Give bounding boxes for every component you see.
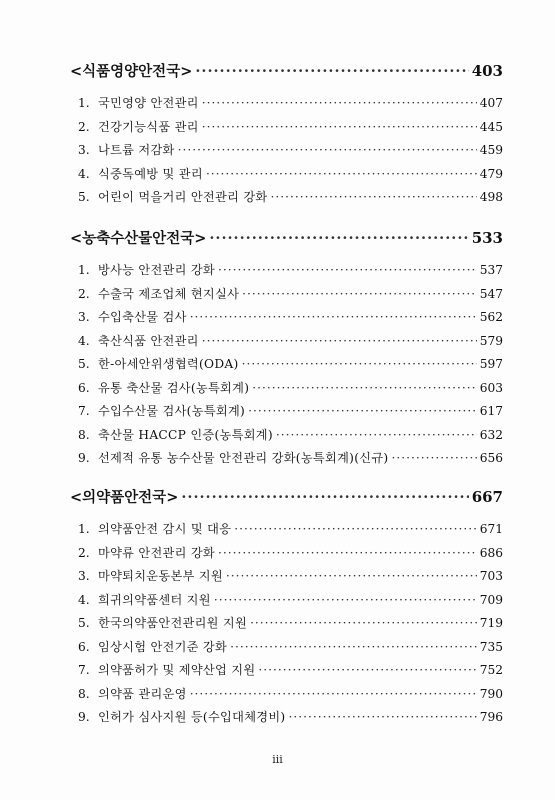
toc-entry bbox=[70, 332, 503, 356]
entry-title: 임상시험 안전기준 강화 bbox=[98, 639, 228, 654]
dot-leader bbox=[250, 616, 477, 630]
entry-number: 7. bbox=[78, 404, 90, 418]
section-page-number: 533 bbox=[471, 229, 503, 247]
entry-title: 인허가 심사지원 등(수입대체경비) bbox=[98, 710, 286, 724]
dot-leader bbox=[270, 190, 476, 204]
toc-section-pharmaceutical bbox=[70, 486, 503, 732]
entry-page-number: 445 bbox=[479, 119, 503, 134]
entry-page-number: 709 bbox=[479, 592, 503, 607]
entry-title: 희귀의약품센터 지원 bbox=[98, 592, 211, 607]
entry-title: 어린이 먹을거리 안전관리 강화 bbox=[98, 190, 268, 204]
section-heading bbox=[70, 227, 503, 251]
entry-title: 식중독예방 및 관리 bbox=[98, 166, 203, 181]
entry-page-number: 790 bbox=[479, 686, 503, 701]
entry-title: 수입수산물 검사(농특회계) bbox=[98, 404, 246, 418]
entry-page-number: 579 bbox=[479, 333, 503, 348]
entry-title: 축산식품 안전관리 bbox=[98, 333, 199, 348]
entry-number: 8. bbox=[78, 427, 90, 442]
dot-leader bbox=[242, 357, 477, 371]
toc-entry bbox=[70, 638, 503, 662]
toc-entry bbox=[70, 591, 503, 615]
entry-title: 유통 축산물 검사(농특회계) bbox=[98, 380, 250, 395]
toc-entry bbox=[70, 685, 503, 709]
entry-number: 6. bbox=[78, 380, 90, 395]
section-page-number: 403 bbox=[471, 62, 503, 80]
entry-title: 나트륨 저감화 bbox=[98, 143, 175, 157]
entry-number: 1. bbox=[78, 522, 90, 536]
entry-page-number: 459 bbox=[479, 143, 503, 157]
dot-leader bbox=[258, 663, 476, 677]
dot-leader bbox=[190, 310, 477, 324]
toc-entry bbox=[70, 285, 503, 309]
entry-number: 5. bbox=[78, 616, 90, 630]
entry-page-number: 686 bbox=[479, 545, 503, 560]
entry-title: 국민영양 안전관리 bbox=[98, 96, 199, 110]
dot-leader bbox=[248, 404, 477, 418]
toc-entry bbox=[70, 426, 503, 450]
entry-page-number: 656 bbox=[479, 451, 503, 465]
toc-entry bbox=[70, 520, 503, 544]
entry-number: 1. bbox=[78, 263, 90, 277]
toc-section-food-nutrition bbox=[70, 60, 503, 212]
entry-number: 3. bbox=[78, 569, 90, 583]
dot-leader bbox=[218, 263, 477, 277]
dot-leader bbox=[190, 687, 477, 701]
dot-leader bbox=[202, 334, 477, 348]
toc-entry bbox=[70, 544, 503, 568]
entry-page-number: 632 bbox=[479, 427, 503, 442]
entry-page-number: 537 bbox=[479, 263, 503, 277]
entry-page-number: 719 bbox=[479, 616, 503, 630]
section-title: <식품영양안전국> bbox=[70, 63, 193, 80]
dot-leader bbox=[242, 287, 477, 301]
entry-number: 1. bbox=[78, 96, 90, 110]
entry-number: 9. bbox=[78, 451, 90, 465]
dot-leader bbox=[226, 569, 477, 583]
toc-entry bbox=[70, 261, 503, 285]
page-folio: iii bbox=[272, 753, 283, 766]
entry-title: 축산물 HACCP 인증(농특회계) bbox=[98, 427, 273, 442]
dot-leader bbox=[214, 593, 477, 607]
entry-number: 6. bbox=[78, 639, 90, 654]
entry-number: 2. bbox=[78, 545, 90, 560]
section-page-number: 667 bbox=[471, 488, 503, 506]
toc-entry bbox=[70, 567, 503, 591]
dot-leader bbox=[209, 230, 468, 247]
dot-leader bbox=[218, 546, 477, 560]
entry-number: 3. bbox=[78, 310, 90, 324]
dot-leader bbox=[206, 167, 477, 181]
dot-leader bbox=[391, 451, 476, 465]
entry-title: 방사능 안전관리 강화 bbox=[98, 263, 216, 277]
toc-entry bbox=[70, 118, 503, 142]
entry-title: 한국의약품안전관리원 지원 bbox=[98, 616, 248, 630]
section-title: <의약품안전국> bbox=[70, 489, 179, 506]
toc-entry bbox=[70, 661, 503, 685]
dot-leader bbox=[230, 640, 477, 654]
entry-number: 5. bbox=[78, 357, 90, 371]
entry-page-number: 735 bbox=[479, 639, 503, 654]
entry-page-number: 671 bbox=[479, 522, 503, 536]
entry-page-number: 603 bbox=[479, 380, 503, 395]
entry-page-number: 407 bbox=[479, 96, 503, 110]
dot-leader bbox=[195, 63, 468, 80]
toc-entry bbox=[70, 188, 503, 212]
entry-title: 선제적 유통 농수산물 안전관리 강화(농특회계)(신규) bbox=[98, 451, 389, 465]
toc-section-agri-livestock-fishery bbox=[70, 227, 503, 473]
toc-entry bbox=[70, 308, 503, 332]
entry-title: 건강기능식품 관리 bbox=[98, 119, 199, 134]
dot-leader bbox=[276, 428, 477, 442]
entry-number: 5. bbox=[78, 190, 90, 204]
entry-title: 마약류 안전관리 강화 bbox=[98, 545, 216, 560]
entry-page-number: 703 bbox=[479, 569, 503, 583]
toc-entry bbox=[70, 614, 503, 638]
entry-page-number: 498 bbox=[479, 190, 503, 204]
toc-entry bbox=[70, 141, 503, 165]
entry-page-number: 597 bbox=[479, 357, 503, 371]
toc-entry bbox=[70, 449, 503, 473]
dot-leader bbox=[202, 96, 477, 110]
entry-title: 마약퇴치운동본부 지원 bbox=[98, 569, 223, 583]
toc-entry bbox=[70, 379, 503, 403]
entry-number: 8. bbox=[78, 686, 90, 701]
dot-leader bbox=[178, 143, 477, 157]
entry-number: 9. bbox=[78, 710, 90, 724]
entry-title: 수입축산물 검사 bbox=[98, 310, 187, 324]
entry-page-number: 752 bbox=[479, 663, 503, 677]
dot-leader bbox=[234, 522, 476, 536]
entry-title: 의약품 관리운영 bbox=[98, 686, 187, 701]
entry-page-number: 479 bbox=[479, 166, 503, 181]
toc-entry bbox=[70, 165, 503, 189]
section-title: <농축수산물안전국> bbox=[70, 230, 207, 247]
entry-page-number: 617 bbox=[479, 404, 503, 418]
entry-title: 한-아세안위생협력(ODA) bbox=[98, 357, 239, 371]
entry-number: 4. bbox=[78, 166, 90, 181]
toc-entry bbox=[70, 94, 503, 118]
dot-leader bbox=[252, 381, 476, 395]
entry-title: 수출국 제조업체 현지실사 bbox=[98, 286, 240, 301]
toc-entry bbox=[70, 708, 503, 732]
entry-title: 의약품허가 및 제약산업 지원 bbox=[98, 663, 256, 677]
entry-title: 의약품안전 감시 및 대응 bbox=[98, 522, 232, 536]
entry-page-number: 562 bbox=[479, 310, 503, 324]
section-heading bbox=[70, 60, 503, 84]
dot-leader bbox=[288, 710, 476, 724]
entry-number: 4. bbox=[78, 592, 90, 607]
entry-page-number: 796 bbox=[479, 710, 503, 724]
entry-number: 2. bbox=[78, 119, 90, 134]
entry-number: 3. bbox=[78, 143, 90, 157]
toc-entry bbox=[70, 402, 503, 426]
dot-leader bbox=[181, 489, 468, 506]
entry-number: 7. bbox=[78, 663, 90, 677]
toc-entry bbox=[70, 355, 503, 379]
section-heading bbox=[70, 486, 503, 510]
entry-page-number: 547 bbox=[479, 286, 503, 301]
entry-number: 2. bbox=[78, 286, 90, 301]
dot-leader bbox=[202, 120, 477, 134]
entry-number: 4. bbox=[78, 333, 90, 348]
